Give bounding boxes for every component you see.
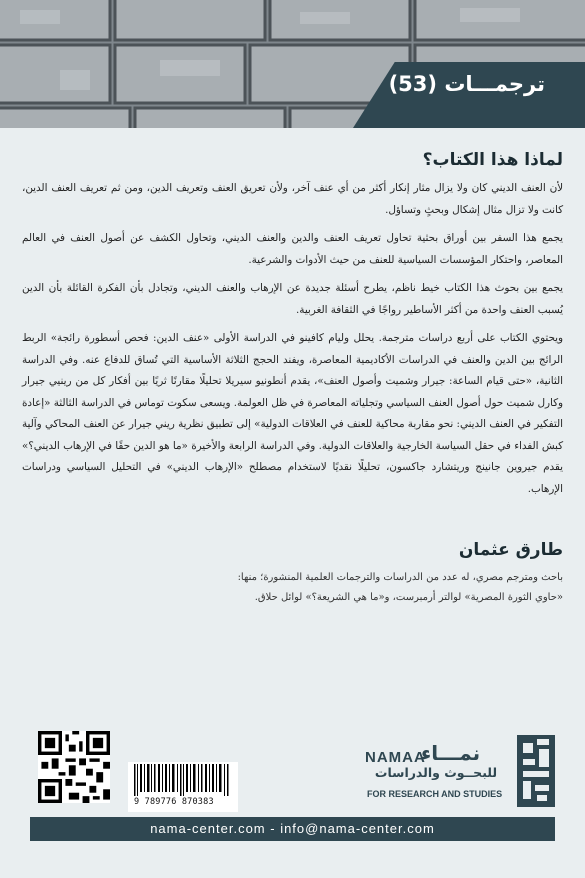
series-title: ترجمـــات (53) (388, 72, 545, 96)
publisher-english-subtitle: FOR RESEARCH AND STUDIES (367, 789, 503, 799)
qr-code-image (38, 731, 110, 803)
publisher-arabic-name: نمـــاء (421, 741, 481, 765)
footer-contact: nama-center.com - info@nama-center.com (30, 817, 555, 841)
description-paragraph: يجمع بين بحوث هذا الكتاب خيط ناظم، يطرح أسئلة جديدة عن الإرهاب والعنف الديني، وتجادل بأن الفكرة القائلة بأن الدين يُسبب العنف واحدة من أكثر الأساطير رواجًا في الثقافة الغربية. (22, 282, 563, 316)
translator-name: طارق عثمان (458, 540, 563, 560)
description-paragraph: لأن العنف الديني كان ولا يزال مثار إنكار أكثر من أي عنف آخر، ولأن تعريق العنف وتعريف الدين، ومن ثم تعريف العنف الدين، كانت ولا تزال مثال إشكال وبحثٍ وتساؤل. (22, 182, 563, 216)
why-book-heading: لماذا هذا الكتاب؟ (422, 150, 563, 170)
description-paragraph: ويحتوي الكتاب على أربع دراسات مترجمة. يحلل وليام كافينو في الدراسة الأولى «عنف الدين: فحص أسطورة رائجة» الربط الرائج بين الدين والعنف في الدراسات الأكاديمية المعاصرة، ويفند الحجج الثلاثة الأساسية التي تُساق للدفاع عنه. وفي الدراسة الثانية، «حتى قيام الساعة: جيرار وشميت وأصول العنف»، يقدم أنطونيو سيريلا تحليلًا مقارنًا ثريًا بين أفكار كل من رينيي جيرار وكارل شميت حول أصول العنف السياسي وتجلياته المعاصرة في ظل العولمة. ويسعى سكوت توماس في الدراسة الثالثة «إعادة التفكير في العنف الديني: نحو مقاربة محاكية للعنف في العلاقات الدولية» إلى تطبيق نظرية ريني جيرار عن العنف المحاكي وآلية كبش الفداء في حقل السياسة الخارجية والعلاقات الدولية. وفي الدراسة الرابعة والأخيرة «ما هو الدين حقًا في الإرهاب الديني؟» يقدم جيروين جانينج وريتشارد جاكسون، تحليلًا نقديًا لاستخدام مصطلح «الإرهاب الديني» في التحليل السياسي ودراسات الإرهاب. (22, 332, 563, 495)
translator-bio-line: باحث ومترجم مصري، له عدد من الدراسات والترجمات العلمية المنشورة؛ منها: (237, 572, 563, 583)
isbn-number: 9 789776 870383 (134, 797, 214, 807)
publisher-logo (365, 735, 555, 805)
translator-section (22, 540, 563, 608)
namaa-logo-icon (517, 735, 555, 807)
translator-bio-line: «حاوي الثورة المصرية» لوالتر أرمبرست، و«ما هي الشريعة؟» لوائل حلاق. (254, 592, 563, 603)
description-paragraph: يجمع هذا السفر بين أوراق بحثية تحاول تعريف العنف والدين والعنف الديني، وتحاول الكشف عن أصول العنف في العالم المعاصر، واحتكار المؤسسات السياسية للعنف من حيث الأدوات والشرعية. (22, 232, 563, 266)
publisher-arabic-subtitle: للبحــوث والدراسات (374, 765, 498, 780)
publisher-latin-name: NAMAA (365, 749, 426, 766)
barcode-image (128, 762, 238, 796)
book-description (22, 150, 563, 507)
